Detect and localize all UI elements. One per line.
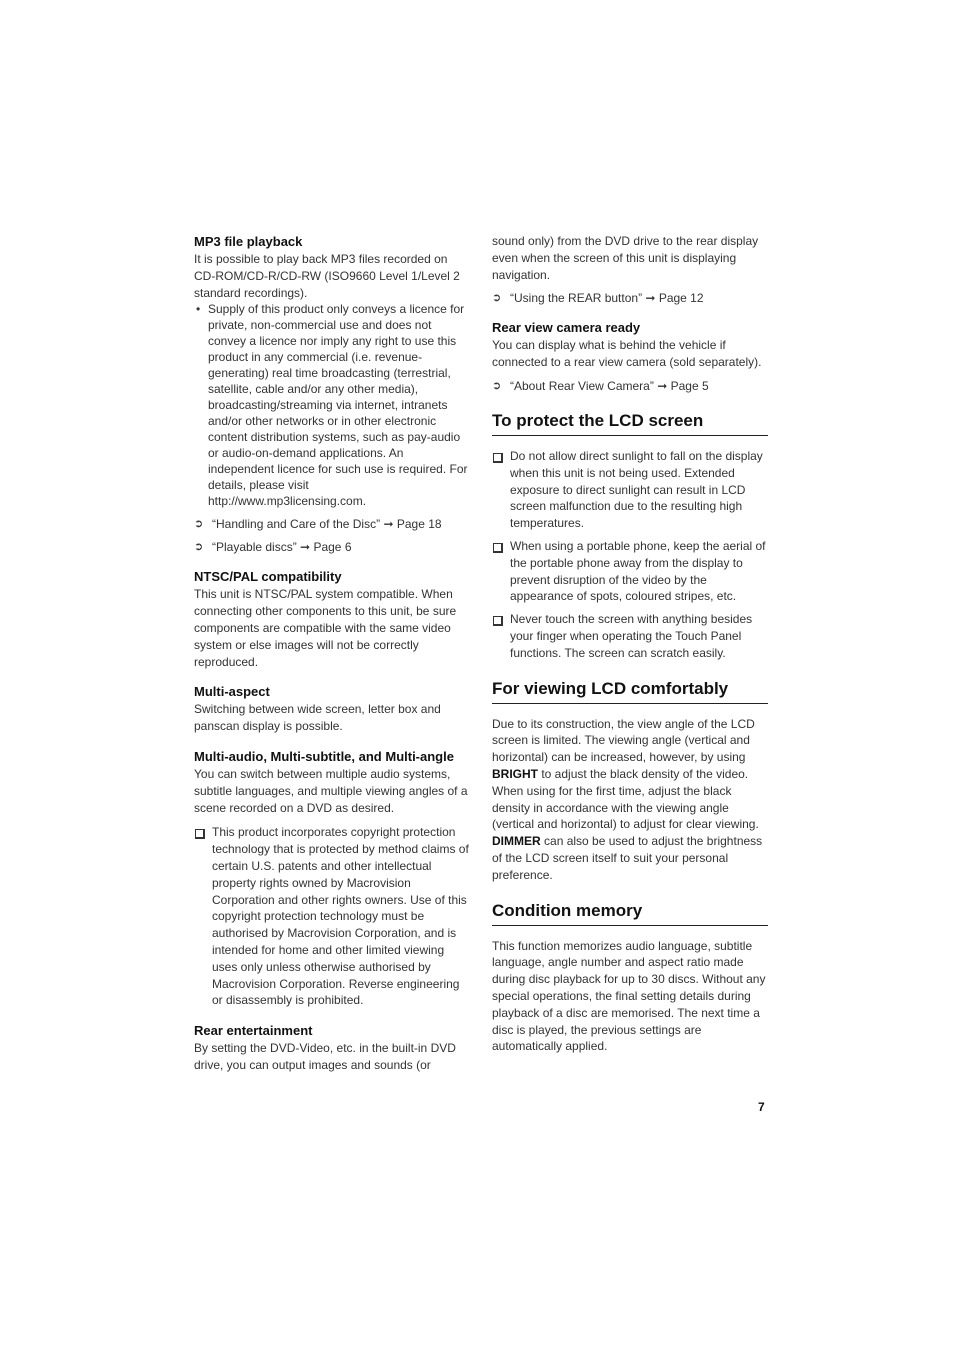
multi-audio-heading: Multi-audio, Multi-subtitle, and Multi-angle <box>194 748 454 764</box>
mp3-bullet-list <box>194 301 470 509</box>
dimmer-key-label: DIMMER <box>492 834 541 849</box>
multi-aspect-body: Switching between wide screen, letter box and panscan display is possible. <box>194 702 441 734</box>
viewing-body-part2: to adjust the black density of the video. When using for the first time, adjust the black density in accordance with the viewing angle (vertical and horizontal) to adjust for clear viewing. <box>492 766 759 832</box>
left-column <box>194 233 470 1074</box>
ntsc-heading: NTSC/PAL compatibility <box>194 569 342 585</box>
protect-note-phone <box>492 538 768 605</box>
protect-lcd-heading: To protect the LCD screen <box>492 410 768 436</box>
ref-playable-text: “Playable discs” <box>212 540 297 555</box>
condition-memory-body: This function memorizes audio language, subtitle language, angle number and aspect ratio made during disc playback for up to 30 discs. Without any special operations, the final setting details during playback of a disc are memorised. The next time a disc is played, the previous settings are automatically applied. <box>492 938 766 1054</box>
arrow-ref-icon: ➲ <box>194 518 204 531</box>
multi-aspect-heading: Multi-aspect <box>194 684 270 700</box>
right-arrow-icon: ➞ <box>383 517 394 532</box>
bright-key-label: BRIGHT <box>492 766 538 781</box>
rear-entertainment-body: By setting the DVD-Video, etc. in the built-in DVD drive, you can output images and sounds (or <box>194 1041 456 1072</box>
right-arrow-icon: ➞ <box>657 378 668 393</box>
rear-camera-heading: Rear view camera ready <box>492 320 641 336</box>
checkbox-note-icon <box>493 543 503 553</box>
condition-memory-heading: Condition memory <box>492 900 768 926</box>
checkbox-note-icon <box>195 829 205 839</box>
ref-rear-page: Page 12 <box>658 291 704 306</box>
right-arrow-icon: ➞ <box>300 540 311 555</box>
arrow-ref-icon: ➲ <box>492 379 502 392</box>
viewing-lcd-body <box>492 716 768 884</box>
ref-rear-text: “Using the REAR button” <box>510 291 643 306</box>
rear-entertainment-heading: Rear entertainment <box>194 1023 313 1039</box>
page-number: 7 <box>758 1100 765 1114</box>
arrow-ref-icon: ➲ <box>492 292 502 305</box>
protect-note-text: Do not allow direct sunlight to fall on the display when this unit is not being used. Extended exposure to direct sunlight can result in LCD screen malfunction due to the resulting high temperatures. <box>510 448 763 531</box>
ref-handling-page: Page 18 <box>396 517 442 532</box>
checkbox-note-icon <box>493 453 503 463</box>
protect-note-text: When using a portable phone, keep the aerial of the portable phone away from the display to prevent disruption of the video by the appearance of spots, coloured stripes, etc. <box>510 538 766 604</box>
arrow-ref-icon: ➲ <box>194 541 204 554</box>
ref-camera-text: “About Rear View Camera” <box>510 378 654 393</box>
ref-rear-camera <box>492 378 768 394</box>
ref-camera-page: Page 5 <box>670 378 709 393</box>
rear-camera-body: You can display what is behind the vehicle if connected to a rear view camera (sold separately). <box>492 338 762 370</box>
ref-playable-page: Page 6 <box>313 540 352 555</box>
macrovision-note <box>194 824 470 1009</box>
mp3-intro: It is possible to play back MP3 files recorded on CD-ROM/CD-R/CD-RW (ISO9660 Level 1/Level 2 standard recordings). <box>194 252 460 300</box>
viewing-lcd-heading: For viewing LCD comfortably <box>492 678 768 704</box>
macrovision-note-text: This product incorporates copyright protection technology that is protected by method claims of certain U.S. patents and other intellectual property rights owned by Macrovision Corporation and other rights owners. Use of this copyright protection technology must be authorised by Macrovision Corporation, and is intended for home and other limited viewing uses only unless otherwise authorised by Macrovision Corporation. Reverse engineering or disassembly is prohibited. <box>212 825 469 1008</box>
ntsc-body: This unit is NTSC/PAL system compatible. When connecting other components to this unit, be sure components are compatible with the same video system or else images will not be correctly reproduced. <box>194 587 457 669</box>
protect-note-touch <box>492 611 768 661</box>
mp3-heading: MP3 file playback <box>194 234 303 249</box>
right-arrow-icon: ➞ <box>645 291 656 306</box>
viewing-body-part1: Due to its construction, the view angle of the LCD screen is limited. The viewing angle (vertical and horizontal) can be increased, however, by using <box>492 716 755 765</box>
ref-playable-discs <box>194 539 470 555</box>
right-column <box>492 233 768 1055</box>
ref-rear-button <box>492 290 768 306</box>
ref-handling-text: “Handling and Care of the Disc” <box>212 517 381 532</box>
mp3-licence-bullet: • Supply of this product only conveys a licence for private, non-commercial use and does not convey a licence nor imply any right to use this product in any commercial (i.e. revenue-generating) real time broadcasting (terrestrial, satellite, cable and/or any other media), broadcasting/streaming via internet, intranets and/or other networks or in other electronic content distribution systems, such as pay-audio or audio-on-demand applications. An independent licence for such use is required. For details, please visit http://www.mp3licensing.com. <box>194 301 470 509</box>
multi-audio-body: You can switch between multiple audio systems, subtitle languages, and multiple viewing angles of a scene recorded on a DVD as desired. <box>194 766 468 815</box>
ref-handling-care <box>194 516 470 532</box>
checkbox-note-icon <box>493 616 503 626</box>
viewing-body-part3: can also be used to adjust the brightness of the LCD screen itself to suit your personal preference. <box>492 834 763 882</box>
protect-note-text: Never touch the screen with anything besides your finger when operating the Touch Panel functions. The screen can scratch easily. <box>510 612 753 660</box>
protect-note-sunlight <box>492 448 768 532</box>
rear-entertainment-continued: sound only) from the DVD drive to the rear display even when the screen of this unit is displaying navigation. <box>492 234 759 282</box>
